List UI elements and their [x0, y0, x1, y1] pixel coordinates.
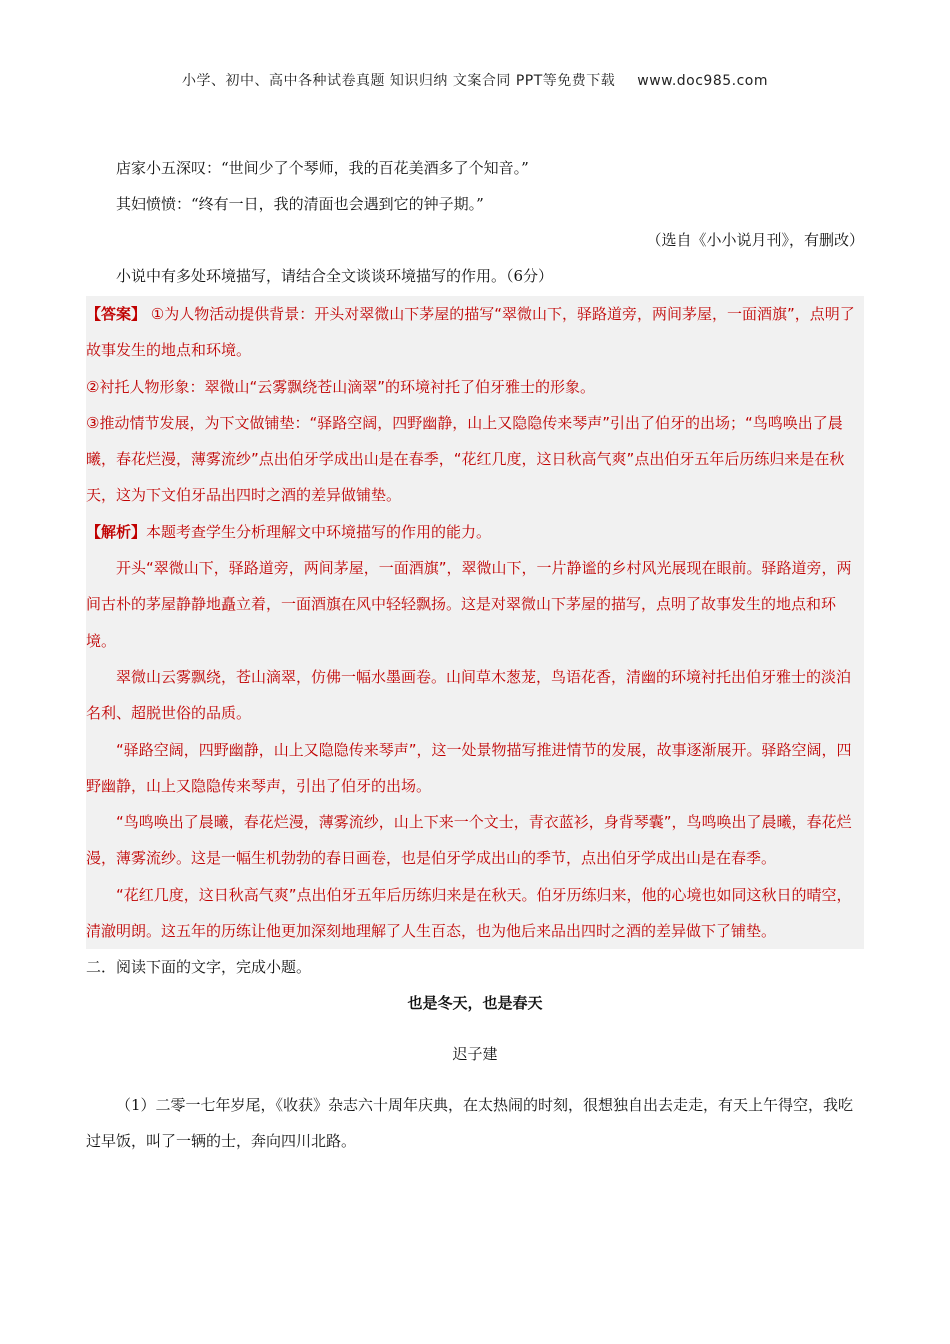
answer-tag: 【答案】	[86, 305, 147, 323]
analysis-paragraph-1: 开头“翠微山下，驿路道旁，两间茅屋，一面酒旗”，翠微山下，一片静谧的乡村风光展现在眼前。驿路道旁，两间古朴的茅屋静静地矗立着，一面酒旗在风中轻轻飘扬。这是对翠微山下茅屋的描写，点明了故事发生的地点和环境。	[86, 559, 852, 650]
header-site: www.doc985.com	[637, 73, 769, 89]
analysis-paragraph-4: “鸟鸣唤出了晨曦，春花烂漫，薄雾流纱，山上下来一个文士，青衣蓝衫，身背琴囊”，鸟鸣唤出了晨曦，春花烂漫，薄雾流纱。这是一幅生机勃勃的春日画卷，也是伯牙学成出山的季节，点出伯牙学成出山是在春季。	[86, 813, 852, 868]
analysis-tag: 【解析】	[86, 522, 147, 541]
article-title: 也是冬天，也是春天	[407, 994, 543, 1013]
article-author: 迟子建	[452, 1045, 498, 1064]
answer-box	[86, 296, 864, 949]
story-line-1: 店家小五深叹：“世间少了个琴师，我的百花美酒多了个知音。”	[116, 159, 529, 177]
document-body	[86, 150, 864, 1159]
page-header	[0, 70, 950, 90]
analysis-paragraph-2: 翠微山云雾飘绕，苍山滴翠，仿佛一幅水墨画卷。山间草木葱茏，鸟语花香，清幽的环境衬托出伯牙雅士的淡泊名利、超脱世俗的品质。	[86, 667, 852, 723]
answer-item-1	[86, 296, 864, 369]
analysis-paragraph-3: “驿路空阔，四野幽静，山上又隐隐传来琴声”，这一处景物描写推进情节的发展，故事逐渐展开。驿路空阔，四野幽静，山上又隐隐传来琴声，引出了伯牙的出场。	[86, 740, 852, 795]
story-source: （选自《小小说月刊》，有删改）	[646, 231, 864, 249]
section-heading: 二．阅读下面的文字，完成小题。	[86, 958, 312, 977]
analysis-intro-text: 本题考查学生分析理解文中环境描写的作用的能力。	[146, 522, 492, 541]
answer-item-3: ③推动情节发展，为下文做铺垫：“驿路空阔，四野幽静，山上又隐隐传来琴声”引出了伯牙的出场；“鸟鸣唤出了晨曦，春花烂漫，薄雾流纱”点出伯牙学成出山是在春季，“花红几度，这日秋高气爽”点出伯牙五年后历练归来是在秋天，这为下文伯牙品出四时之酒的差异做铺垫。	[86, 413, 845, 505]
answer-text-1: ①为人物活动提供背景：开头对翠微山下茅屋的描写“翠微山下，驿路道旁，两间茅屋，一面酒旗”，点明了故事发生的地点和环境。	[86, 305, 855, 360]
question-text: 小说中有多处环境描写，请结合全文谈谈环境描写的作用。（6分）	[116, 267, 554, 285]
analysis-paragraph-5: “花红几度，这日秋高气爽”点出伯牙五年后历练归来是在秋天。伯牙历练归来，他的心境也如同这秋日的晴空，清澈明朗。这五年的历练让他更加深刻地理解了人生百态，也为他后来品出四时之酒的差异做下了铺垫。	[86, 885, 852, 941]
answer-item-2: ②衬托人物形象：翠微山“云雾飘绕苍山滴翠”的环境衬托了伯牙雅士的形象。	[86, 377, 595, 396]
story-line-2: 其妇愤愤：“终有一日，我的清面也会遇到它的钟子期。”	[116, 195, 484, 213]
header-text: 小学、初中、高中各种试卷真题 知识归纳 文案合同 PPT等免费下载	[181, 73, 616, 89]
article-paragraph-1: （1）二零一七年岁尾，《收获》杂志六十周年庆典，在太热闹的时刻，很想独自出去走走，有天上午得空，我吃过早饭，叫了一辆的士，奔向四川北路。	[86, 1096, 854, 1151]
analysis-intro	[86, 514, 864, 550]
